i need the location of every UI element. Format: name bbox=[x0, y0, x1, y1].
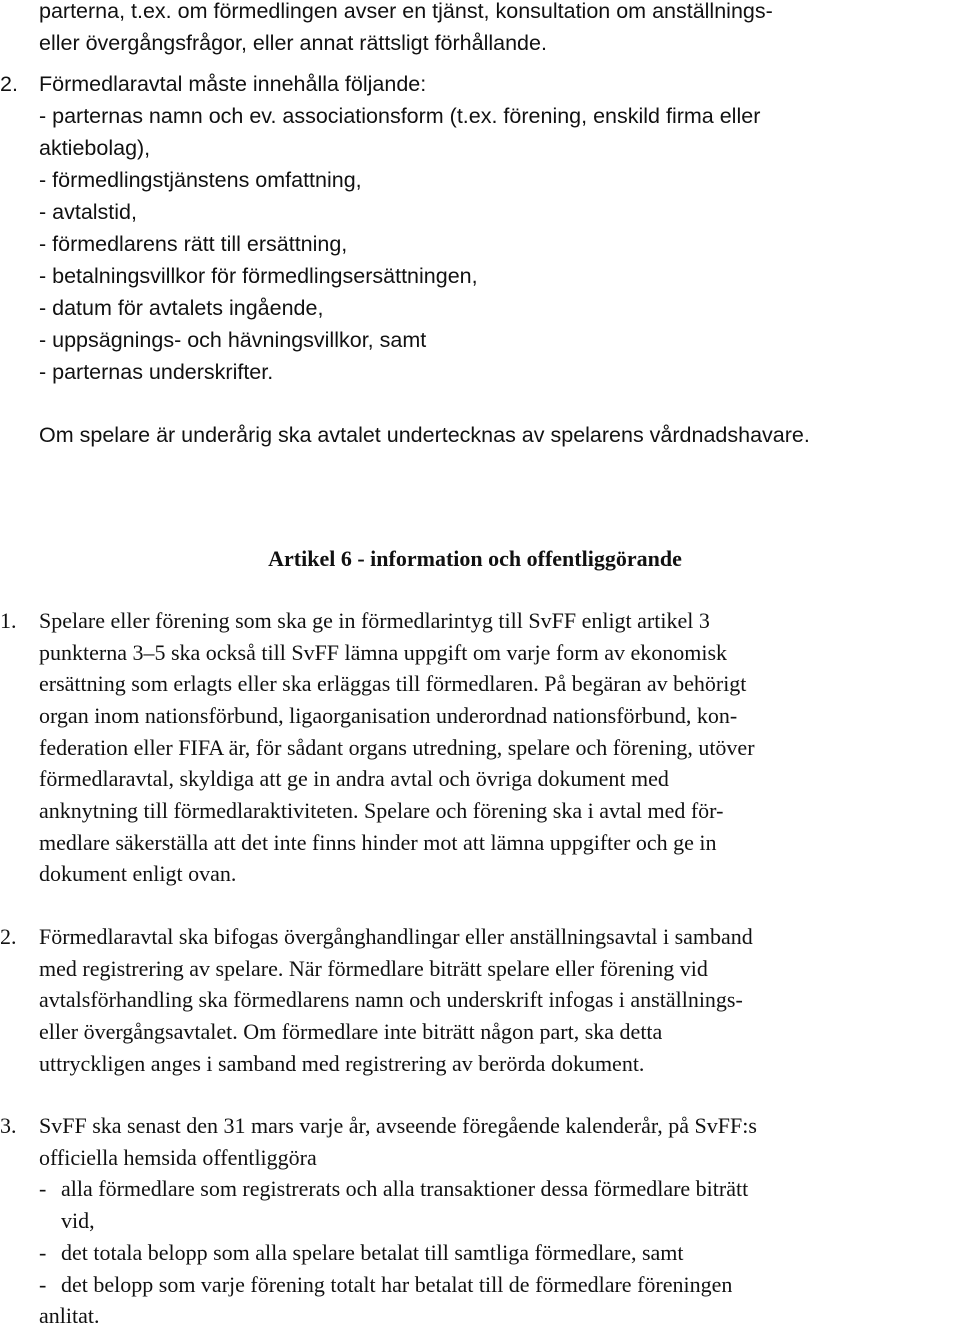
text-line: - uppsägnings- och hävningsvillkor, samt bbox=[39, 328, 427, 352]
text-line: Spelare eller förening som ska ge in förmedlarintyg till SvFF enligt artikel 3 bbox=[39, 608, 710, 633]
bullet-dash: - bbox=[39, 1272, 47, 1297]
minor-note: Om spelare är underårig ska avtalet undertecknas av spelarens vårdnadshavare. bbox=[39, 423, 810, 447]
article-heading: Artikel 6 - information och offentliggörande bbox=[268, 546, 682, 571]
text-line: anknytning till förmedlaraktiviteten. Spelare och förening ska i avtal med för- bbox=[39, 798, 724, 823]
text-line: - datum för avtalets ingående, bbox=[39, 296, 324, 320]
text-line: medlare säkerställa att det inte finns hinder mot att lämna uppgifter och ge in bbox=[39, 830, 717, 855]
text-line: Förmedlaravtal ska bifogas övergånghandlingar eller anställningsavtal i samband bbox=[39, 924, 753, 949]
bullet-text: det totala belopp som alla spelare betalat till samtliga förmedlare, samt bbox=[61, 1240, 684, 1265]
text-line: officiella hemsida offentliggöra bbox=[39, 1145, 317, 1170]
paragraph-number: 2. bbox=[0, 924, 17, 949]
text-line: - parternas underskrifter. bbox=[39, 360, 274, 384]
bullet-dash: - bbox=[39, 1176, 47, 1201]
text-line: ersättning som erlagts eller ska erläggas till förmedlaren. På begäran av behörigt bbox=[39, 671, 747, 696]
text-line: - betalningsvillkor för förmedlingsersättningen, bbox=[39, 264, 478, 288]
text-line: SvFF ska senast den 31 mars varje år, avseende föregående kalenderår, på SvFF:s bbox=[39, 1113, 757, 1138]
text-line: med registrering av spelare. När förmedlare biträtt spelare eller förening vid bbox=[39, 956, 708, 981]
text-line: punkterna 3–5 ska också till SvFF lämna uppgift om varje form av ekonomisk bbox=[39, 640, 728, 665]
text-line: förmedlaravtal, skyldiga att ge in andra avtal och övriga dokument med bbox=[39, 766, 669, 791]
paragraph-number: 1. bbox=[0, 608, 17, 633]
text-line: - förmedlarens rätt till ersättning, bbox=[39, 232, 348, 256]
text-line: parterna, t.ex. om förmedlingen avser en tjänst, konsultation om anställnings- bbox=[39, 0, 773, 23]
text-line: eller övergångsfrågor, eller annat rättsligt förhållande. bbox=[39, 31, 547, 55]
bullet-text: det belopp som varje förening totalt har betalat till de förmedlare föreningen bbox=[61, 1272, 733, 1297]
bullet-text: vid, bbox=[61, 1208, 95, 1233]
text-line: dokument enligt ovan. bbox=[39, 861, 237, 886]
bullet-text: alla förmedlare som registrerats och alla transaktioner dessa förmedlare biträtt bbox=[61, 1176, 749, 1201]
bullet-text: anlitat. bbox=[39, 1303, 100, 1328]
paragraph-number: 3. bbox=[0, 1113, 17, 1138]
text-line: - parternas namn och ev. associationsform (t.ex. förening, enskild firma eller bbox=[39, 104, 761, 128]
text-line: - förmedlingstjänstens omfattning, bbox=[39, 168, 362, 192]
text-line: organ inom nationsförbund, ligaorganisation underordnad nationsförbund, kon- bbox=[39, 703, 738, 728]
text-line: eller övergångsavtalet. Om förmedlare inte biträtt någon part, ska detta bbox=[39, 1019, 663, 1044]
text-line: federation eller FIFA är, för sådant organs utredning, spelare och förening, utöver bbox=[39, 735, 755, 760]
text-line: aktiebolag), bbox=[39, 136, 151, 160]
bullet-dash: - bbox=[39, 1240, 47, 1265]
text-line: avtalsförhandling ska förmedlarens namn och underskrift infogas i anställnings- bbox=[39, 987, 743, 1012]
text-line: Förmedlaravtal måste innehålla följande: bbox=[39, 72, 427, 96]
text-line: uttryckligen anges i samband med registrering av berörda dokument. bbox=[39, 1051, 645, 1076]
list-number: 2. bbox=[0, 72, 18, 96]
text-line: - avtalstid, bbox=[39, 200, 137, 224]
